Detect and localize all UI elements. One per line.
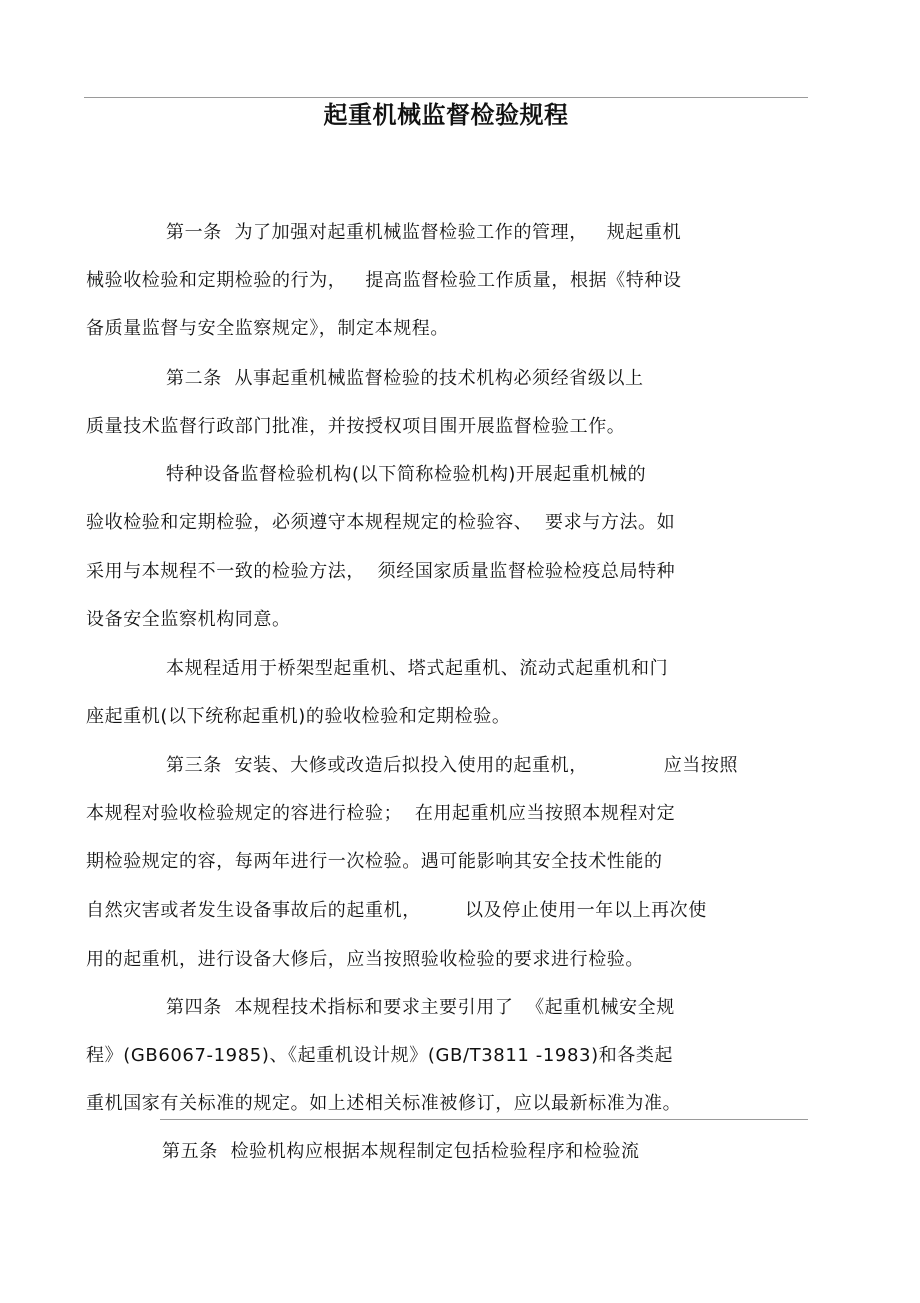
text-line: 验收检验和定期检验，必须遵守本规程规定的检验容、 要求与方法。如 (86, 512, 676, 533)
text-line: 第四条 本规程技术指标和要求主要引用了 《起重机械安全规 (166, 997, 675, 1018)
text-line: 械验收检验和定期检验的行为， 提高监督检验工作质量，根据《特种设 (86, 270, 682, 291)
text-line: 第五条 检验机构应根据本规程制定包括检验程序和检验流 (162, 1141, 640, 1162)
document-title: 起重机械监督检验规程 (323, 101, 569, 129)
text-line: 本规程对验收检验规定的容进行检验； 在用起重机应当按照本规程对定 (86, 803, 676, 824)
text-line: 第二条 从事起重机械监督检验的技术机构必须经省级以上 (166, 368, 644, 389)
text-line: 重机国家有关标准的规定。如上述相关标准被修订，应以最新标准为准。 (86, 1093, 682, 1114)
text-line: 自然灾害或者发生设备事故后的起重机， 以及停止使用一年以上再次使 (86, 900, 707, 921)
page-break-rule (160, 1119, 808, 1120)
text-line: 特种设备监督检验机构(以下简称检验机构)开展起重机械的 (166, 464, 647, 485)
text-line: 备质量监督与安全监察规定》，制定本规程。 (86, 318, 449, 339)
text-line: 采用与本规程不一致的检验方法， 须经国家质量监督检验检疫总局特种 (86, 561, 676, 582)
text-line: 程》(GB6067-1985)、《起重机设计规》(GB/T3811 -1983)和各类起 (86, 1045, 674, 1066)
text-line: 期检验规定的容，每两年进行一次检验。遇可能影响其安全技术性能的 (86, 851, 663, 872)
text-line: 座起重机(以下统称起重机)的验收检验和定期检验。 (86, 706, 511, 727)
text-line: 质量技术监督行政部门批准，并按授权项目围开展监督检验工作。 (86, 416, 626, 437)
text-line: 第一条 为了加强对起重机械监督检验工作的管理， 规起重机 (166, 222, 682, 243)
text-line: 本规程适用于桥架型起重机、塔式起重机、流动式起重机和门 (166, 658, 669, 679)
text-line: 用的起重机，进行设备大修后，应当按照验收检验的要求进行检验。 (86, 949, 644, 970)
text-line: 第三条 安装、大修或改造后拟投入使用的起重机， 应当按照 (166, 755, 739, 776)
text-line: 设备安全监察机构同意。 (86, 609, 291, 630)
